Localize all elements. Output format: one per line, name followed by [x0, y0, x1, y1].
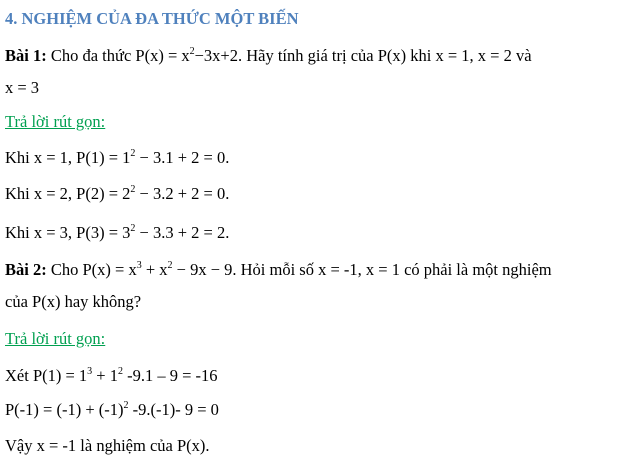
answer-label-1: Trả lời rút gọn: [5, 112, 106, 131]
bai1-text-b: −3x+2. Hãy tính giá trị của P(x) khi x = 1, x = 2 và [194, 46, 532, 65]
bai2-text-b: + x [141, 260, 168, 279]
bai1-exponent: 2 [189, 46, 195, 57]
bai1-answer-line-3 [5, 223, 229, 243]
bai1-text-a: Cho đa thức P(x) = x [46, 46, 190, 65]
bai1-ans1-b: − 3.1 + 2 = 0. [135, 148, 230, 167]
bai2-question-line1 [5, 260, 552, 280]
bai1-question-line2: x = 3 [5, 78, 40, 97]
answer-label-2: Trả lời rút gọn: [5, 329, 106, 348]
bai1-label: Bài 1: [5, 46, 47, 65]
bai2-label: Bài 2: [5, 260, 47, 279]
bai2-ans2-b: -9.(-1)- 9 = 0 [128, 400, 219, 419]
bai2-ans1-c: -9.1 – 9 = -16 [122, 366, 218, 385]
bai1-ans2-exp: 2 [130, 184, 136, 195]
bai2-answer-line-3: Vậy x = -1 là nghiệm của P(x). [5, 436, 210, 455]
section-heading: 4. NGHIỆM CỦA ĐA THỨC MỘT BIẾN [5, 9, 299, 28]
bai2-ans1-a: Xét P(1) = 1 [5, 366, 88, 385]
bai2-ans2-exp: 2 [123, 400, 129, 411]
bai1-answer-line-2 [5, 184, 229, 204]
bai2-question-line2: của P(x) hay không? [5, 292, 142, 311]
bai2-exponent-1: 3 [136, 260, 142, 271]
bai1-ans1-a: Khi x = 1, P(1) = 1 [5, 148, 131, 167]
bai2-text-a: Cho P(x) = x [46, 260, 137, 279]
bai2-ans1-exp1: 3 [87, 366, 93, 377]
bai1-ans1-exp: 2 [130, 148, 136, 159]
bai1-ans3-b: − 3.3 + 2 = 2. [135, 223, 230, 242]
bai1-answer-line-1 [5, 148, 229, 168]
bai2-exponent-2: 2 [167, 260, 173, 271]
bai2-answer-line-1 [5, 366, 218, 386]
bai1-ans2-b: − 3.2 + 2 = 0. [135, 184, 230, 203]
bai1-ans3-exp: 2 [130, 223, 136, 234]
bai1-ans2-a: Khi x = 2, P(2) = 2 [5, 184, 131, 203]
bai1-question-line1 [5, 46, 532, 66]
bai2-answer-line-2 [5, 400, 219, 420]
bai2-text-c: − 9x − 9. Hỏi mỗi số x = -1, x = 1 có phải là một nghiệm [172, 260, 552, 279]
bai2-ans1-b: + 1 [92, 366, 118, 385]
bai1-ans3-a: Khi x = 3, P(3) = 3 [5, 223, 131, 242]
bai2-ans2-a: P(-1) = (-1) + (-1) [5, 400, 124, 419]
bai2-ans1-exp2: 2 [117, 366, 123, 377]
